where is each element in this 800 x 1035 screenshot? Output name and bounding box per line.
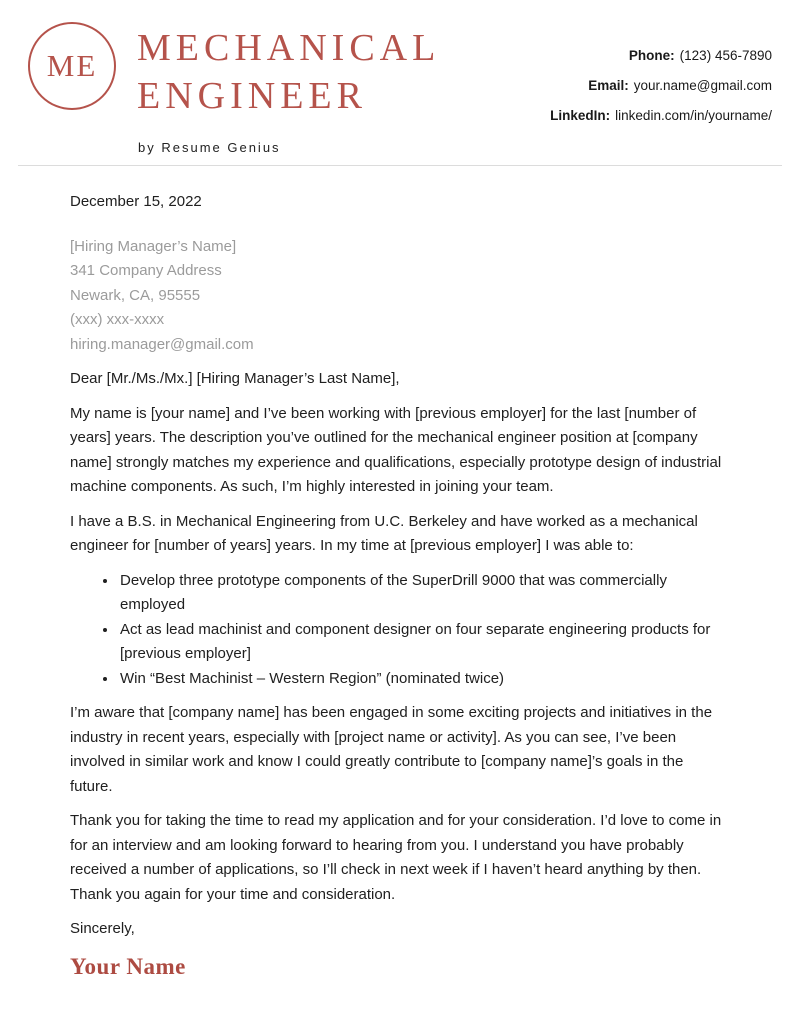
bullet-item: • Act as lead machinist and component designer on four separate engineering products for [previous employer] — [118, 618, 730, 667]
contact-info — [550, 49, 772, 123]
recipient-line: hiring.manager@gmail.com — [70, 335, 254, 353]
paragraph-intro-1: My name is [your name] and I’ve been working with [previous employer] for the last [number of years] years. The description you’ve outlined for the mechanical engineer position at [company name] strongly matches my experience and qualifications, especially prototype design of industrial machine components. As such, I’m highly interested in joining your team. — [70, 404, 722, 495]
email-value: your.name@gmail.com — [633, 78, 772, 93]
bullet-item: • Win “Best Machinist – Western Region” (nominated twice) — [118, 667, 730, 692]
bullet-item: • Develop three prototype components of the SuperDrill 9000 that was commercially employed — [118, 569, 730, 618]
letterhead — [0, 0, 800, 166]
contact-row-phone — [550, 49, 772, 63]
linkedin-value: linkedin.com/in/yourname/ — [615, 108, 772, 123]
paragraph-intro-2: I have a B.S. in Mechanical Engineering from U.C. Berkeley and have worked as a mechanical engineer for [number of years] years. In my time at [previous employer] I was able to: — [70, 512, 698, 554]
letter-date: December 15, 2022 — [70, 193, 202, 210]
header-divider — [18, 165, 782, 166]
monogram-logo — [28, 22, 116, 110]
phone-value: (123) 456-7890 — [679, 48, 772, 63]
email-label: Email: — [588, 78, 629, 93]
recipient-line: [Hiring Manager’s Name] — [70, 237, 237, 255]
document-title — [137, 24, 440, 120]
paragraph-outro-2: Thank you for taking the time to read my application and for your consideration. I’d love to come in for an interview and am looking forward to hearing from you. I understand you have probably received a number of applications, so I’ll check in next week if I haven’t heard anything by then. Thank you again for your time and consideration. — [70, 812, 722, 903]
recipient-line: 341 Company Address — [70, 262, 222, 279]
phone-label: Phone: — [628, 48, 675, 63]
recipient-block — [70, 235, 730, 358]
title-line-2: ENGINEER — [137, 75, 367, 117]
contact-row-email — [550, 79, 772, 93]
signature-name: Your Name — [70, 953, 186, 979]
recipient-line: (xxx) xxx-xxxx — [70, 311, 165, 328]
salutation: Dear [Mr./Ms./Mx.] [Hiring Manager’s Last Name], — [70, 370, 400, 387]
contact-row-linkedin — [550, 109, 772, 123]
byline: by Resume Genius — [138, 140, 281, 155]
linkedin-label: LinkedIn: — [550, 108, 611, 123]
letter-body — [0, 190, 800, 979]
closing: Sincerely, — [70, 920, 135, 937]
paragraph-outro-1: I’m aware that [company name] has been engaged in some exciting projects and initiatives in the industry in recent years, especially with [project name or activity]. As you can see, I’ve been involved in similar work and know I could greatly contribute to [company name]’s goals in the future. — [70, 704, 713, 795]
title-line-1: MECHANICAL — [137, 27, 441, 69]
logo-initials: ME — [46, 48, 98, 83]
achievements-list — [70, 569, 730, 692]
recipient-line: Newark, CA, 95555 — [70, 286, 201, 304]
